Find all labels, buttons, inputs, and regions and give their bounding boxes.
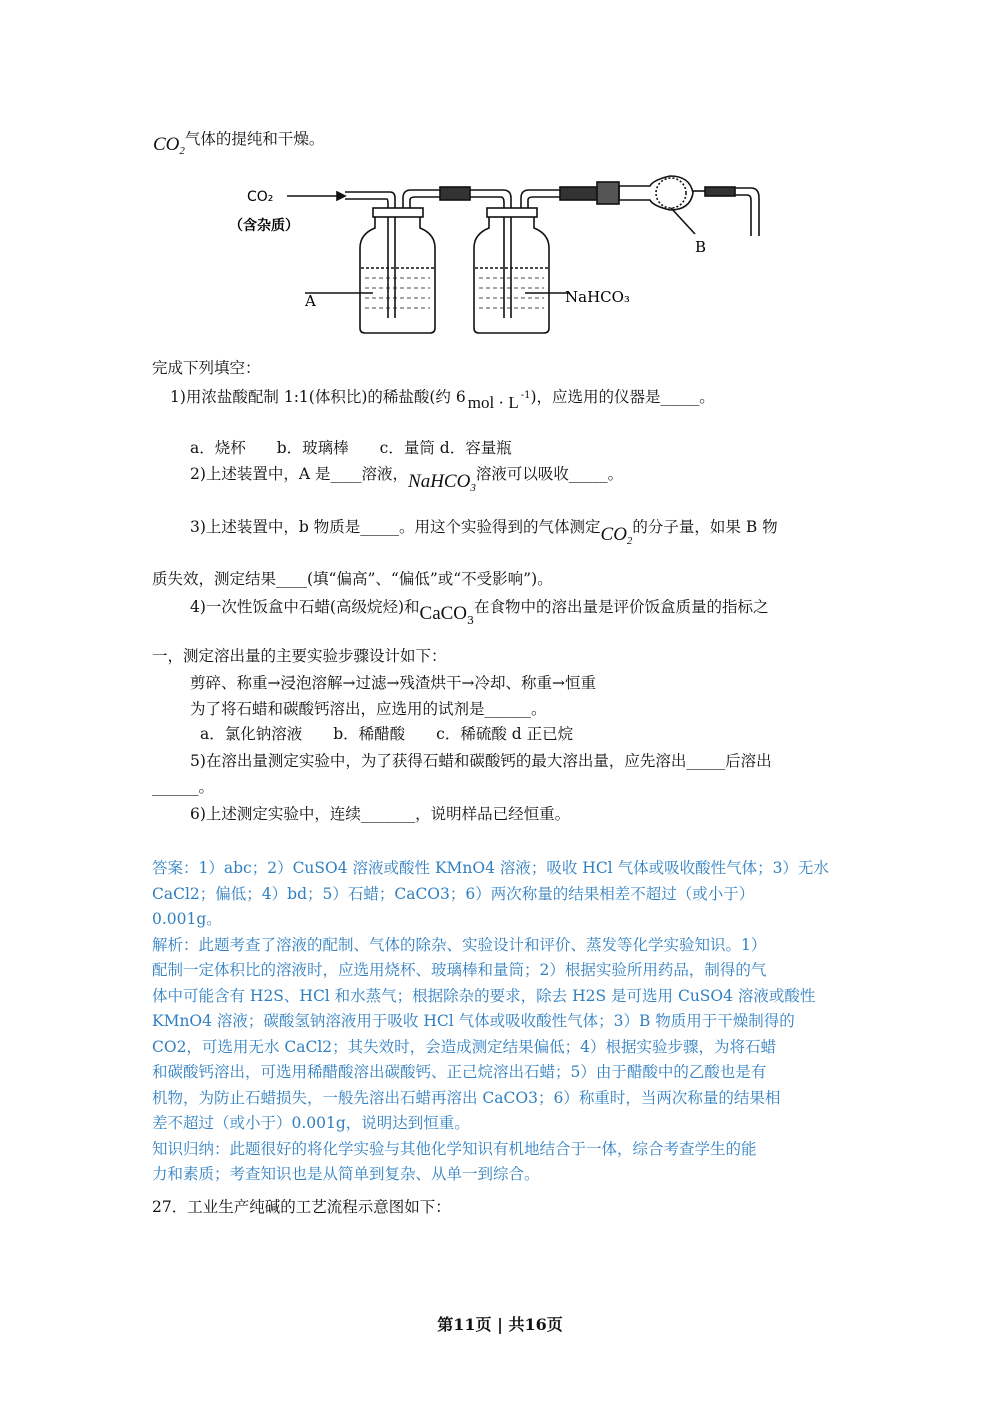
question-1: 1)用浓盐酸配制 1:1(体积比)的稀盐酸(约 6 mol · L $^{-1}$)，应选用的仪器是_____。 [170,388,715,412]
label-nahco3: NaHCO₃ [565,288,630,306]
analysis-line: 差不超过（或小于）0.001g，说明达到恒重。 [152,1114,470,1132]
question-4: 4)一次性饭盒中石蜡(高级烷烃)和CaCO$_3$在食物中的溶出量是评价饭盒质量的指标之 [190,598,769,627]
question-1-options: a．烧杯 b．玻璃棒 c．量筒 d．容量瓶 [190,439,512,457]
question-3: 3)上述装置中，b 物质是_____。用这个实验得到的气体测定$CO_2$的分子量，如果 B 物 [190,518,778,547]
drying-tube-b [619,176,693,210]
analysis-line: 配制一定体积比的溶液时，应选用烧杯、玻璃棒和量筒；2）根据实验所用药品，制得的气 [152,961,767,979]
formula-subscript: 2 [179,145,185,158]
answer-line: 答案：1）abc；2）CuSO4 溶液或酸性 KMnO4 溶液；吸收 HCl 气体或吸收酸性气体；3）无水 [152,859,829,877]
apparatus-figure [225,168,780,348]
nahco3-formula: NaHCO [408,471,471,492]
question-5: 5)在溶出量测定实验中，为了获得石蜡和碳酸钙的最大溶出量，应先溶出_____后溶出 [190,752,772,770]
question-4-options: a．氯化钠溶液 b．稀醋酸 c．稀硫酸 d 正已烷 [200,725,574,743]
bottle-a [360,216,435,333]
label-impurity: （含杂质） [229,218,299,234]
drying-tube-plug [597,182,619,204]
page-footer: 第11页 | 共16页 [437,1315,563,1334]
answer-line: 0.001g。 [152,910,222,928]
question-3-line2: 质失效，测定结果____(填“偏高”、“偏低”或“不受影响”)。 [152,570,553,588]
analysis-line: 解析：此题考查了溶液的配制、气体的除杂、实验设计和评价、蒸发等化学实验知识。1） [152,935,767,954]
intro-text: 气体的提纯和干燥。 [184,130,325,148]
caco3-formula: CaCO [419,603,468,624]
knowledge-line: 力和素质；考查知识也是从简单到复杂、从单一到综合。 [152,1165,540,1183]
label-a: A [305,292,316,310]
answer-line: CaCl2；偏低；4）bd；5）石蜡；CaCO3；6）两次称量的结果相差不超过（或小于） [152,884,755,903]
analysis-line: 机物，为防止石蜡损失，一般先溶出石蜡再溶出 CaCO3；6）称重时，当两次称量的结果相 [152,1088,781,1107]
question-27: 27．工业生产纯碱的工艺流程示意图如下： [152,1198,451,1216]
fill-heading: 完成下列填空： [152,359,261,377]
co2-formula: CO [153,134,180,155]
answer-block [152,856,829,1188]
label-b: B [695,238,707,256]
question-6: 6)上述测定实验中，连续_______，说明样品已经恒重。 [190,805,571,823]
label-co2: CO₂ [247,189,274,205]
intro-line [153,128,324,162]
question-5-line2: ______。 [152,778,215,796]
question-4-line4: 为了将石蜡和碳酸钙溶出，应选用的试剂是______。 [190,700,547,718]
question-4-line2: 一，测定溶出量的主要实验步骤设计如下： [152,647,447,665]
knowledge-line: 知识归纳：此题很好的将化学实验与其他化学知识有机地结合于一体，综合考查学生的能 [152,1139,757,1158]
analysis-line: CO2，可选用无水 CaCl2；其失效时，会造成测定结果偏低；4）根据实验步骤，为将石蜡 [152,1037,776,1056]
question-2: 2)上述装置中，A 是____溶液，NaHCO$_3$溶液可以吸收_____。 [190,465,624,494]
analysis-line: KMnO4 溶液；碳酸氢钠溶液用于吸收 HCl 气体或吸收酸性气体；3）B 物质用于干燥制得的 [152,1012,795,1030]
question-4-steps: 剪碎、称重→浸泡溶解→过滤→残渣烘干→冷却、称重→恒重 [190,674,596,692]
co2-formula-q3: CO [600,524,627,545]
unit-mol-per-l: mol · L [467,393,519,412]
analysis-line: 体中可能含有 H2S、HCl 和水蒸气；根据除杂的要求，除去 H2S 是可选用 CuSO4 溶液或酸性 [152,986,816,1005]
analysis-line: 和碳酸钙溶出，可选用稀醋酸溶出碳酸钙、正己烷溶出石蜡；5）由于醋酸中的乙酸也是有 [152,1063,767,1081]
